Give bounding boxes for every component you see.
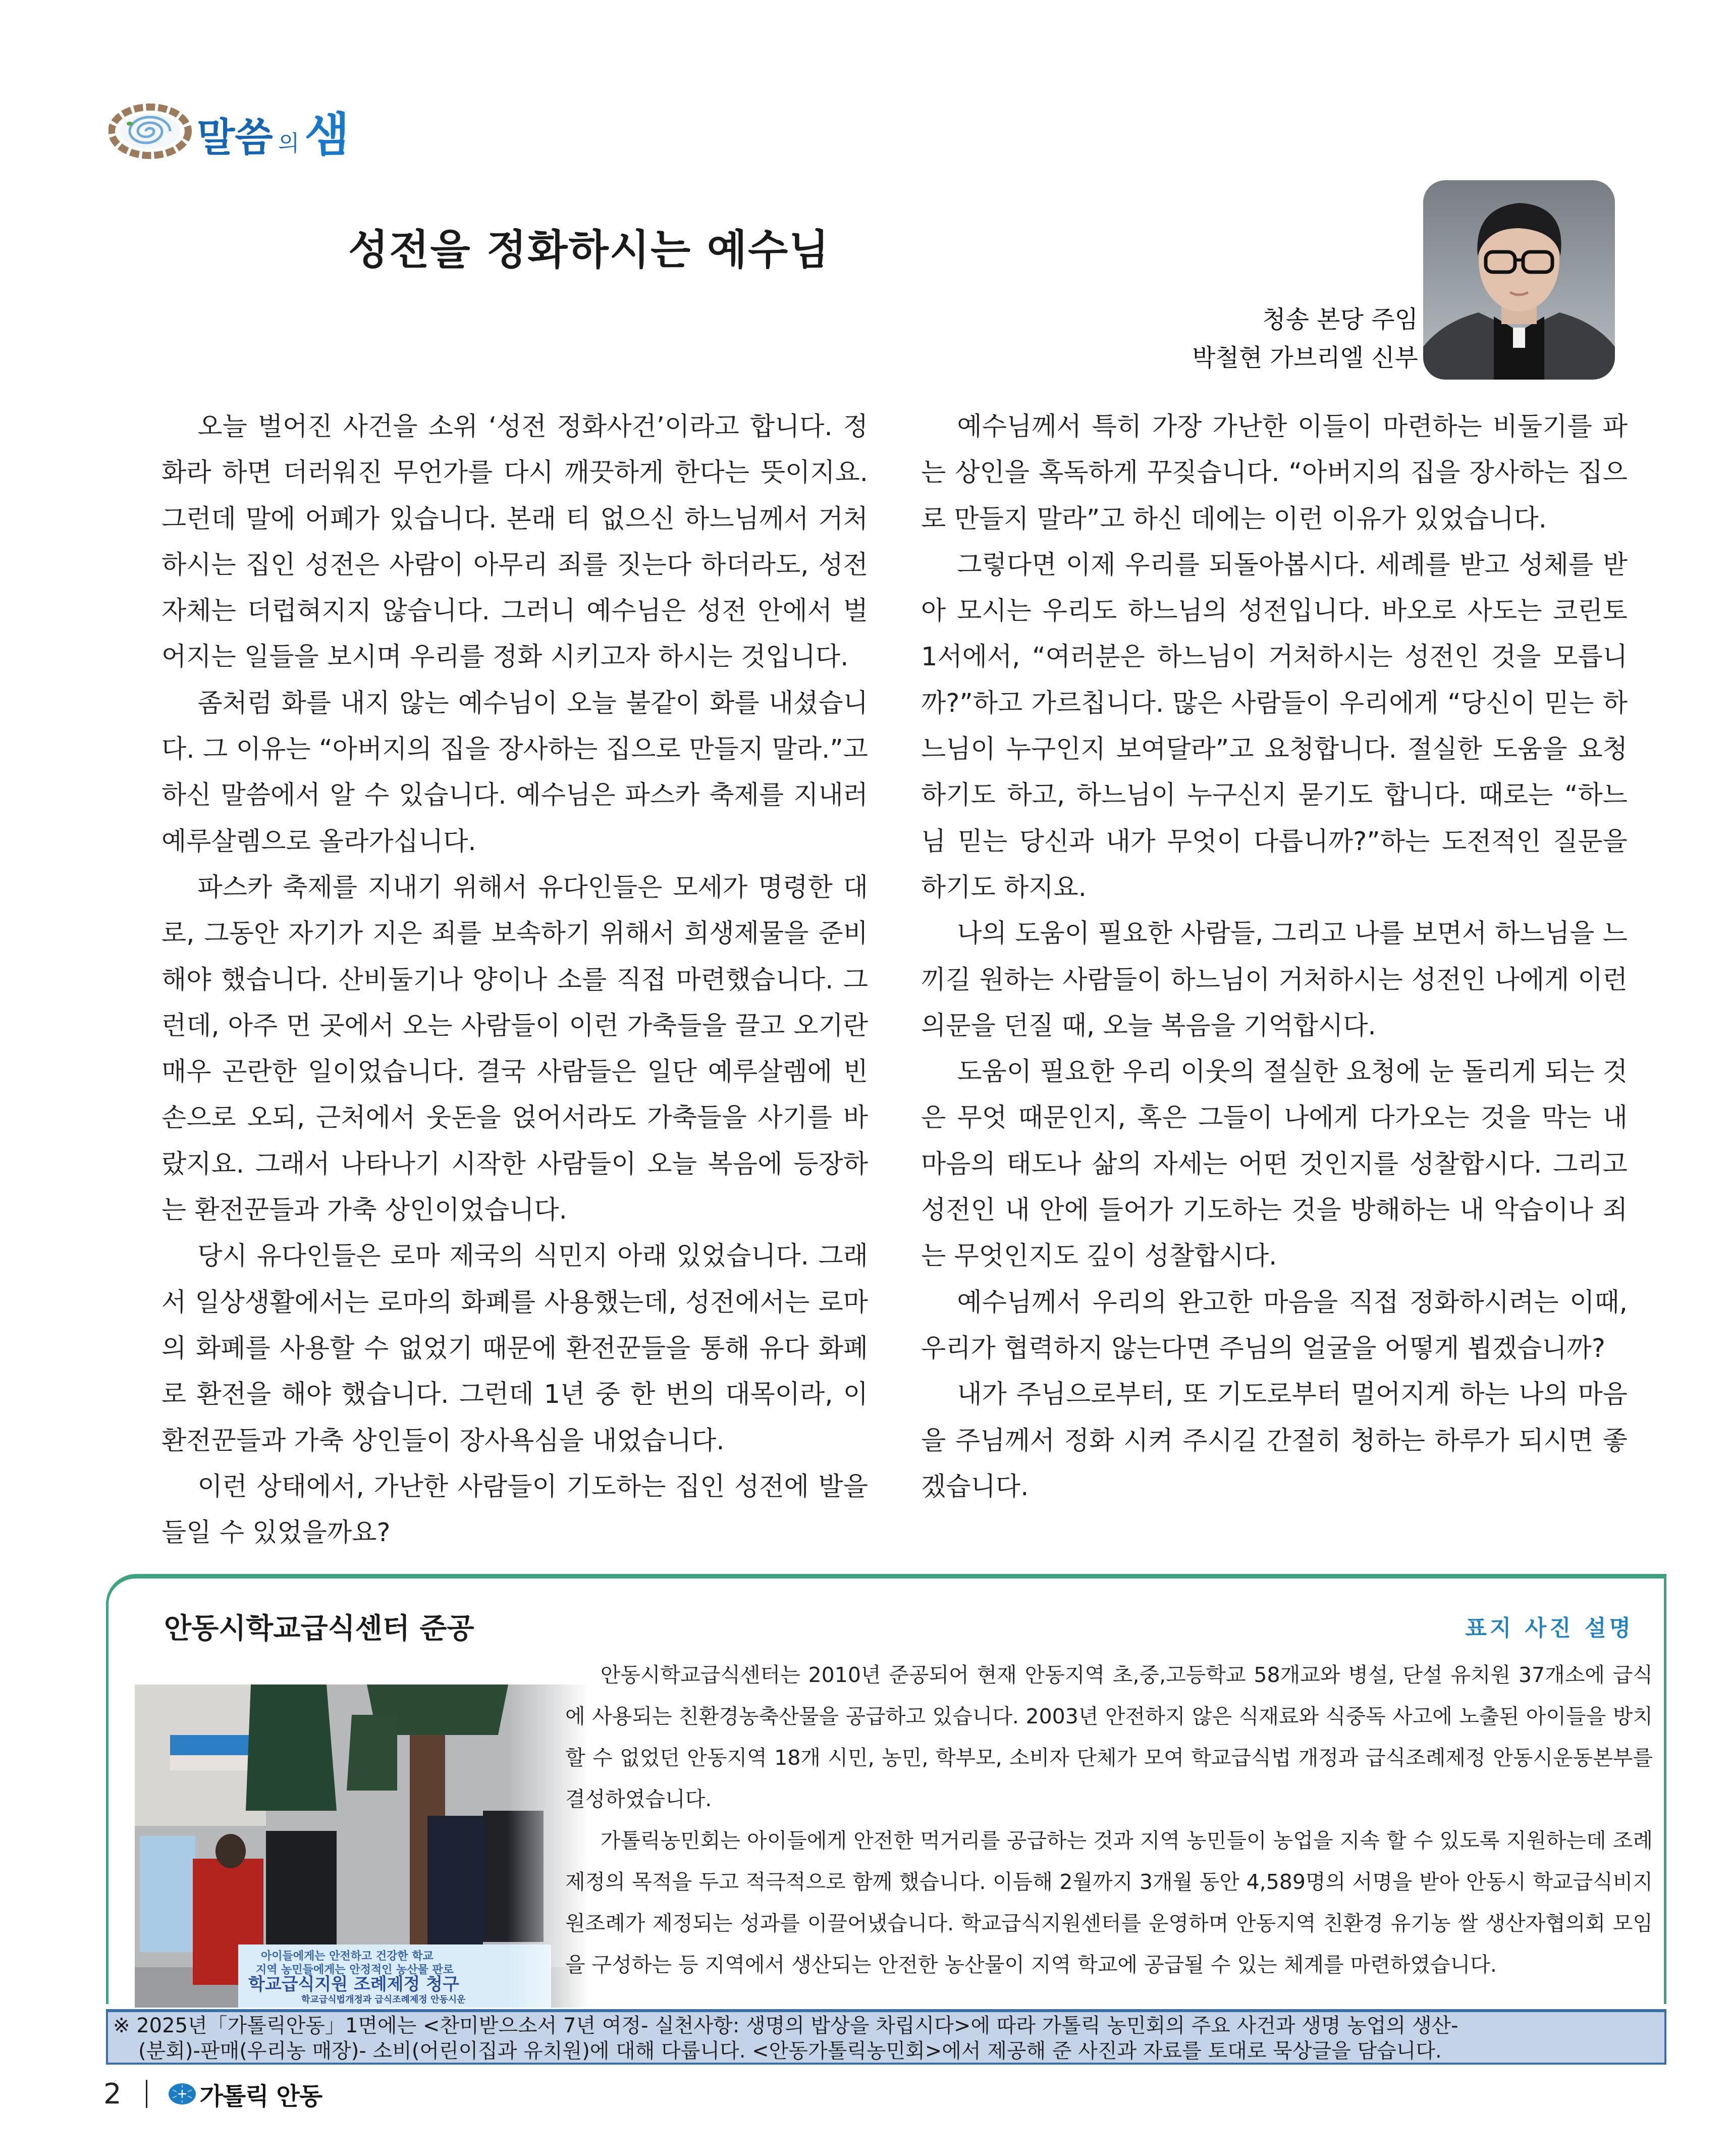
article-paragraph: 당시 유다인들은 로마 제국의 식민지 아래 있었습니다. 그래서 일상생활에서는 로마의 화폐를 사용했는데, 성전에서는 로마의 화폐를 사용할 수 없었기 때문에 환전꾼들을 통해 유다 화폐로 환전을 해야 했습니다. 그런데 1년 중 한 번의 대목이라, 이 환전꾼들과 가축 상인들이 장사욕심을 내었습니다.: [161, 1241, 868, 1456]
article-paragraph: 그렇다면 이제 우리를 되돌아봅시다. 세례를 받고 성체를 받아 모시는 우리도 하느님의 성전입니다. 바오로 사도는 코린토 1서에서, “여러분은 하느님이 거처하시는 성전인 것을 모릅니까?”하고 가르칩니다. 많은 사람들이 우리에게 “당신이 믿는 하느님이 누구인지 보여달라”고 요청합니다. 절실한 도움을 요청하기도 하고, 하느님이 누구신지 묻기도 합니다. 때로는 “하느님 믿는 당신과 내가 무엇이 다릅니까?”하는 도전적인 질문을 하기도 하지요.: [921, 550, 1628, 903]
cover-paragraph: 가톨릭농민회는 아이들에게 안전한 먹거리를 공급하는 것과 지역 농민들이 농업을 지속 할 수 있도록 지원하는데 조례 제정의 목적을 두고 적극적으로 함께 했습니다. 이듬해 2월까지 3개월 동안 4,589명의 서명을 받아 안동시 학교급식비지원조례가 제정되는 성과를 이끌어냈습니다. 학교급식지원센터를 운영하며 안동지역 친환경 유기농 쌀 생산자협의회 모임을 구성하는 등 지역에서 생산되는 안전한 농산물이 지역 학교에 공급될 수 있는 체계를 마련하였습니다.: [565, 1828, 1653, 1977]
notice-line-2: (분회)-판매(우리농 매장)- 소비(어린이집과 유치원)에 대해 다룹니다. <안동가톨릭농민회>에서 제공해 준 사진과 자료를 토대로 묵상글을 담습니다.: [138, 2039, 1442, 2063]
page-number: 2: [103, 2077, 122, 2111]
article-paragraph: 이런 상태에서, 가난한 사람들이 기도하는 집인 성전에 발을 들일 수 있었을까요?: [161, 1471, 868, 1548]
article-paragraph: 도움이 필요한 우리 이웃의 절실한 요청에 눈 돌리게 되는 것은 무엇 때문인지, 혹은 그들이 나에게 다가오는 것을 막는 내 마음의 태도나 삶의 자세는 어떤 것인지를 성찰합시다. 그리고 성전인 내 안에 들어가 기도하는 것을 방해하는 내 악습이나 죄는 무엇인지도 깊이 성찰합시다.: [921, 1057, 1628, 1272]
cover-photo-box: [106, 1574, 1666, 2004]
cover-paragraph: 안동시학교급식센터는 2010년 준공되어 현재 안동지역 초,중,고등학교 58개교와 병설, 단설 유치원 37개소에 급식에 사용되는 친환경농축산물을 공급하고 있습니다. 2003년 안전하지 않은 식재료와 식중독 사고에 노출된 아이들을 방치 할 수 없었던 안동지역 18개 시민, 농민, 학부모, 소비자 단체가 모여 학교급식법 개정과 급식조례제정 안동시운동본부를 결성하였습니다.: [565, 1663, 1653, 1811]
article-paragraph: 내가 주님으로부터, 또 기도로부터 멀어지게 하는 나의 마음을 주님께서 정화 시켜 주시길 간절히 청하는 하루가 되시면 좋겠습니다.: [921, 1380, 1628, 1502]
cover-box-tag: 표지 사진 설명: [1465, 1615, 1634, 1641]
footer-divider: [146, 2080, 147, 2108]
section-name: 말씀 의 샘: [197, 108, 350, 162]
section-header: [109, 103, 350, 162]
cover-box-text: [565, 1654, 1653, 1985]
author-parish: 청송 본당 주임: [1262, 305, 1418, 334]
diocese-logo-icon: [168, 2083, 197, 2105]
author-name: 박철현 가브리엘 신부: [1192, 344, 1418, 372]
article-column-left: [161, 404, 868, 1556]
series-notice: [106, 2009, 1666, 2065]
article-column-right: [921, 404, 1628, 1510]
page-footer: [103, 2076, 322, 2112]
article-paragraph: 오늘 벌어진 사건을 소위 ‘성전 정화사건’이라고 합니다. 정화라 하면 더러워진 무언가를 다시 깨끗하게 한다는 뜻이지요. 그런데 말에 어폐가 있습니다. 본래 티 없으신 하느님께서 거처하시는 집인 성전은 사람이 아무리 죄를 짓는다 하더라도, 성전 자체는 더럽혀지지 않습니다. 그러니 예수님은 성전 안에서 벌어지는 일들을 보시며 우리를 정화 시키고자 하시는 것입니다.: [161, 412, 868, 672]
author-portrait: [1423, 180, 1615, 380]
spring-well-icon: [109, 103, 192, 159]
article-paragraph: 좀처럼 화를 내지 않는 예수님이 오늘 불같이 화를 내셨습니다. 그 이유는 “아버지의 집을 장사하는 집으로 만들지 말라.”고 하신 말씀에서 알 수 있습니다. 예수님은 파스카 축제를 지내러 예루살렘으로 올라가십니다.: [161, 688, 868, 857]
article-paragraph: 파스카 축제를 지내기 위해서 유다인들은 모세가 명령한 대로, 그동안 자기가 지은 죄를 보속하기 위해서 희생제물을 준비해야 했습니다. 산비둘기나 양이나 소를 직접 마련했습니다. 그런데, 아주 먼 곳에서 오는 사람들이 이런 가축들을 끌고 오기란 매우 곤란한 일이었습니다. 결국 사람들은 일단 예루살렘에 빈손으로 오되, 근처에서 웃돈을 얹어서라도 가축들을 사기를 바랐지요. 그래서 나타나기 시작한 사람들이 오늘 복음에 등장하는 환전꾼들과 가축 상인이었습니다.: [161, 872, 868, 1226]
article-paragraph: 나의 도움이 필요한 사람들, 그리고 나를 보면서 하느님을 느끼길 원하는 사람들이 하느님이 거처하시는 성전인 나에게 이런 의문을 던질 때, 오늘 복음을 기억합시다.: [921, 919, 1628, 1041]
cover-box-title: 안동시학교급식센터 준공: [164, 1612, 474, 1645]
author-byline: [1192, 300, 1418, 377]
notice-line-1: ※ 2025년「가톨릭안동」1면에는 <찬미받으소서 7년 여정- 실천사항: 생명의 밥상을 차립시다>에 따라 가톨릭 농민회의 주요 사건과 생명 농업의 생산-: [113, 2014, 1458, 2037]
publication-name: 가톨릭 안동: [199, 2082, 322, 2111]
article-paragraph: 예수님께서 우리의 완고한 마음을 직접 정화하시려는 이때, 우리가 협력하지 않는다면 주님의 얼굴을 어떻게 뵙겠습니까?: [921, 1287, 1628, 1363]
article-title: 성전을 정화하시는 예수님: [348, 226, 830, 274]
cover-photo: [135, 1685, 589, 2008]
article-paragraph: 예수님께서 특히 가장 가난한 이들이 마련하는 비둘기를 파는 상인을 혹독하게 꾸짖습니다. “아버지의 집을 장사하는 집으로 만들지 말라”고 하신 데에는 이런 이유가 있었습니다.: [921, 412, 1628, 534]
